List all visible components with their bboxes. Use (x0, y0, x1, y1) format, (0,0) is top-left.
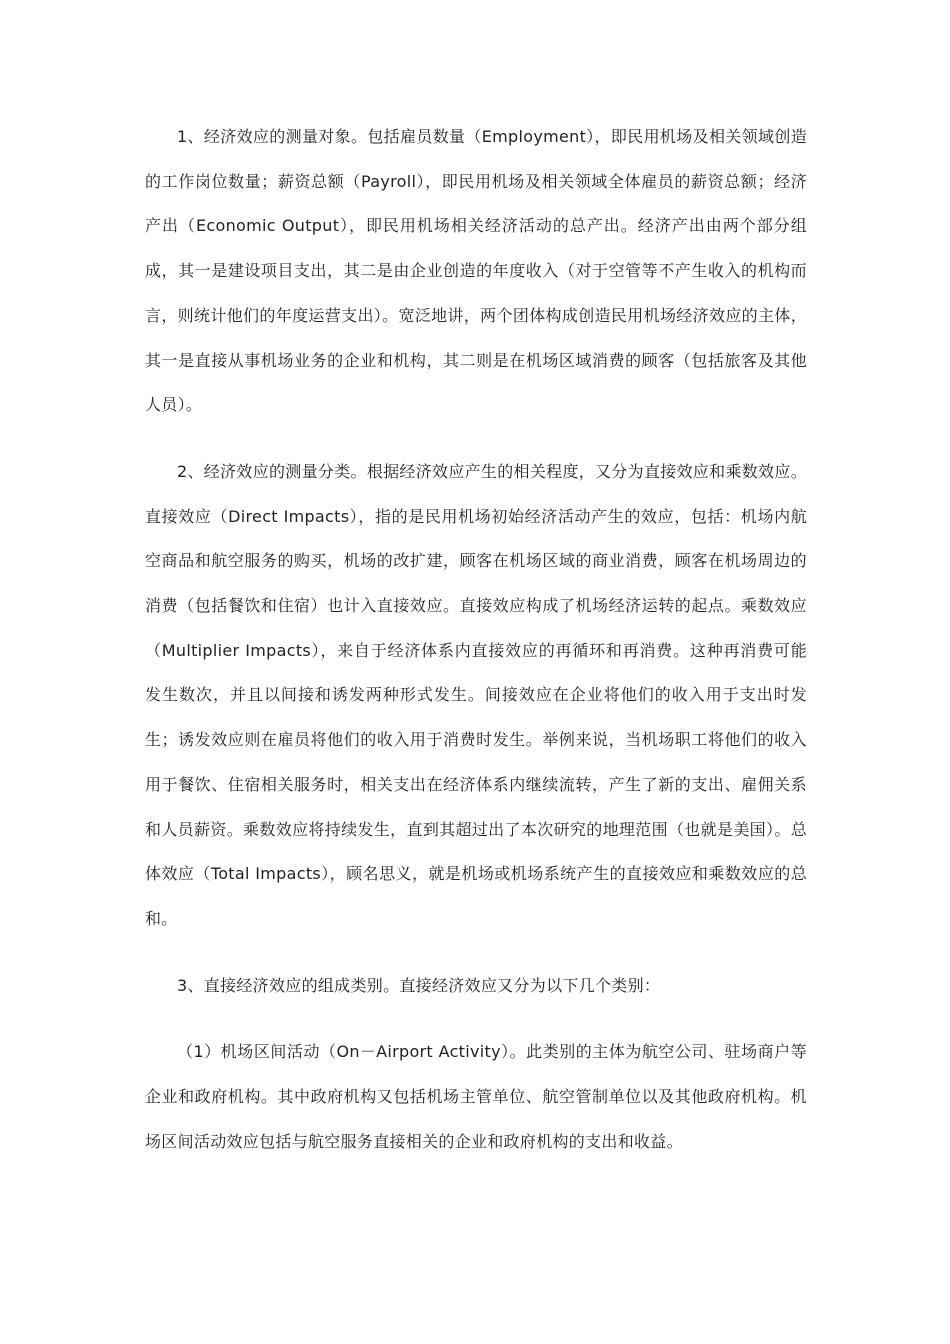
paragraph-direct-impact-components: 3、直接经济效应的组成类别。直接经济效应又分为以下几个类别： (177, 975, 661, 995)
paragraph-measurement-categories: 2、经济效应的测量分类。根据经济效应产生的相关程度，又分为直接效应和乘数效应。直接效应（Direct Impacts），指的是民用机场初始经济活动产生的效应，包括：机场内航空商品和航空服务的购买，机场的改扩建，顾客在机场区域的商业消费，顾客在机场周边的消费（包括餐饮和住宿）也计入直接效应。直接效应构成了机场经济运转的起点。乘数效应（Multiplier Impacts），来自于经济体系内直接效应的再循环和再消费。这种再消费可能发生数次，并且以间接和诱发两种形式发生。间接效应在企业将他们的收入用于支出时发生；诱发效应则在雇员将他们的收入用于消费时发生。举例来说，当机场职工将他们的收入用于餐饮、住宿相关服务时，相关支出在经济体系内继续流转，产生了新的支出、雇佣关系和人员薪资。乘数效应将持续发生，直到其超过出了本次研究的地理范围（也就是美国）。总体效应（Total Impacts），顾名思义，就是机场或机场系统产生的直接效应和乘数效应的总和。 (145, 461, 807, 928)
paragraph-on-airport-activity: （1）机场区间活动（On－Airport Activity）。此类别的主体为航空公司、驻场商户等企业和政府机构。其中政府机构又包括机场主管单位、航空管制单位以及其他政府机构。机场区间活动效应包括与航空服务直接相关的企业和政府机构的支出和收益。 (145, 1042, 807, 1151)
document-body (145, 115, 807, 1164)
paragraph-measurement-objects: 1、经济效应的测量对象。包括雇员数量（Employment），即民用机场及相关领域创造的工作岗位数量；薪资总额（Payroll），即民用机场及相关领域全体雇员的薪资总额；经济产出（Economic Output），即民用机场相关经济活动的总产出。经济产出由两个部分组成，其一是建设项目支出，其二是由企业创造的年度收入（对于空管等不产生收入的机构而言，则统计他们的年度运营支出）。宽泛地讲，两个团体构成创造民用机场经济效应的主体，其一是直接从事机场业务的企业和机构，其二则是在机场区域消费的顾客（包括旅客及其他人员）。 (145, 127, 807, 415)
